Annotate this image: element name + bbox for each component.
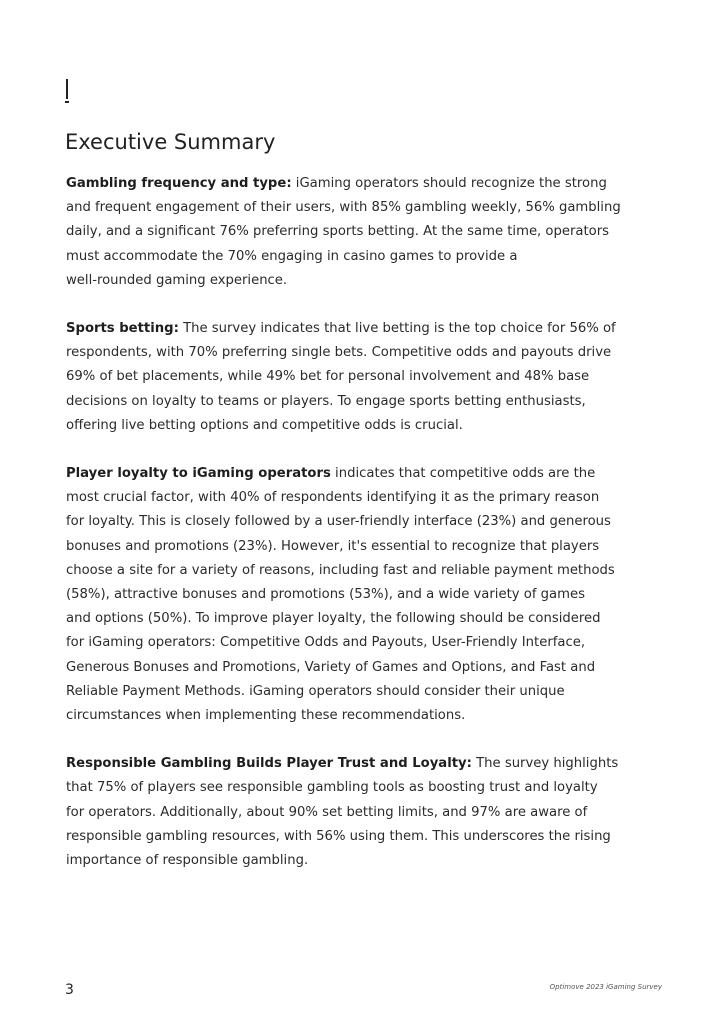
- paragraph-lead: Gambling frequency and type:: [66, 176, 292, 191]
- paragraph-line: well-rounded gaming experience.: [66, 272, 288, 288]
- paragraph-line: for operators. Additionally, about 90% set betting limits, and 97% are aware of: [66, 804, 588, 820]
- paragraph-line: for iGaming operators: Competitive Odds and Payouts, User-Friendly Interface,: [66, 635, 586, 651]
- paragraph-line: offering live betting options and competitive odds is crucial.: [66, 417, 463, 433]
- paragraph-line: The survey highlights: [471, 756, 619, 772]
- header-bar-mark: [65, 79, 69, 103]
- paragraph-first-line: [66, 172, 626, 196]
- paragraph-lead: Player loyalty to iGaming operators: [66, 466, 331, 482]
- paragraph-player-loyalty: [66, 462, 626, 728]
- paragraph-line: must accommodate the 70% engaging in casino games to provide a: [66, 248, 518, 264]
- paragraph-line: respondents, with 70% preferring single bets. Competitive odds and payouts drive: [66, 345, 612, 361]
- mark-underline: [65, 101, 69, 103]
- paragraph-line: daily, and a significant 76% preferring sports betting. At the same time, operators: [66, 224, 610, 240]
- paragraph-line: (58%), attractive bonuses and promotions (53%), and a wide variety of games: [66, 587, 585, 603]
- page-title: Executive Summary: [65, 130, 276, 154]
- paragraph-line: 69% of bet placements, while 49% bet for personal involvement and 48% base: [66, 369, 590, 385]
- paragraph-line: for loyalty. This is closely followed by a user-friendly interface (23%) and generous: [66, 514, 611, 530]
- paragraph-line: responsible gambling resources, with 56% using them. This underscores the rising: [66, 828, 611, 844]
- paragraph-line: bonuses and promotions (23%). However, it's essential to recognize that players: [66, 538, 600, 554]
- paragraph-first-line: [66, 752, 626, 776]
- paragraph-gambling-frequency: [66, 172, 626, 293]
- paragraph-line: importance of responsible gambling.: [66, 853, 309, 869]
- paragraph-line: Generous Bonuses and Promotions, Variety of Games and Options, and Fast and: [66, 659, 596, 675]
- paragraph-line: iGaming operators should recognize the strong: [291, 176, 607, 191]
- mark-vertical-stroke: [66, 79, 68, 99]
- paragraph-first-line: [66, 317, 626, 341]
- paragraph-line: and options (50%). To improve player loyalty, the following should be considered: [66, 611, 601, 627]
- summary-body: [66, 172, 626, 897]
- paragraph-line: indicates that competitive odds are the: [330, 466, 596, 482]
- paragraph-line: The survey indicates that live betting is the top choice for 56% of: [178, 321, 616, 337]
- paragraph-line: Reliable Payment Methods. iGaming operators should consider their unique: [66, 683, 565, 699]
- paragraph-first-line: [66, 462, 626, 486]
- paragraph-lead: Responsible Gambling Builds Player Trust and Loyalty:: [66, 756, 472, 772]
- footer-note: Optimove 2023 iGaming Survey: [549, 983, 662, 991]
- page-number: 3: [65, 982, 74, 998]
- paragraph-line: choose a site for a variety of reasons, including fast and reliable payment methods: [66, 562, 615, 578]
- paragraph-responsible-gambling: [66, 752, 626, 873]
- paragraph-line: circumstances when implementing these recommendations.: [66, 708, 466, 724]
- paragraph-line: decisions on loyalty to teams or players. To engage sports betting enthusiasts,: [66, 393, 586, 409]
- paragraph-line: most crucial factor, with 40% of respondents identifying it as the primary reason: [66, 490, 600, 506]
- paragraph-line: that 75% of players see responsible gambling tools as boosting trust and loyalty: [66, 780, 598, 796]
- paragraph-line: and frequent engagement of their users, with 85% gambling weekly, 56% gambling: [66, 200, 621, 216]
- paragraph-lead: Sports betting:: [66, 321, 179, 337]
- paragraph-sports-betting: [66, 317, 626, 438]
